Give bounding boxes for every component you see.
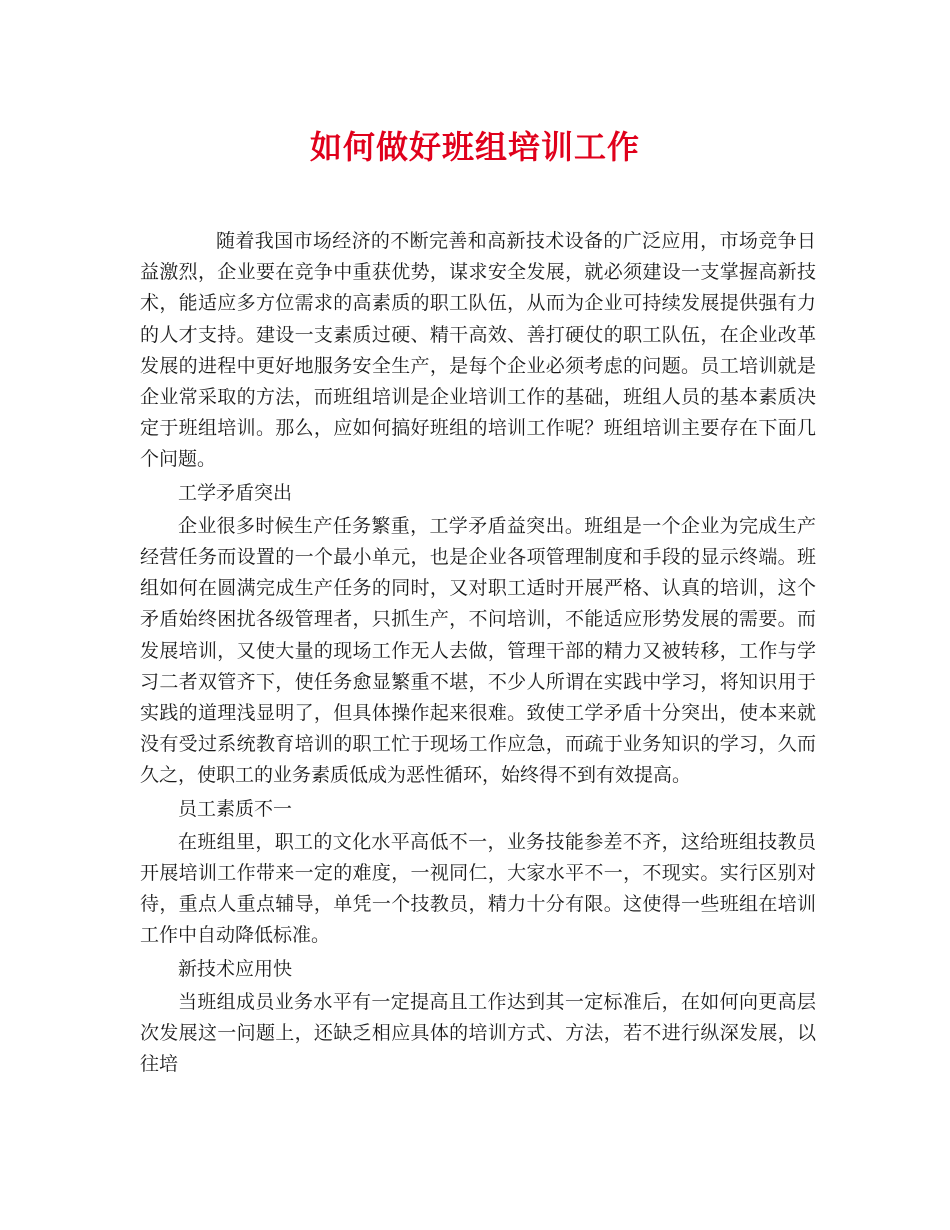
paragraph-new-technology: 当班组成员业务水平有一定提高且工作达到其一定标准后，在如何向更高层次发展这一问题上，还缺乏相应具体的培训方式、方法，若不进行纵深发展，以往培 <box>140 990 816 1076</box>
section-heading-staff-quality: 员工素质不一 <box>178 797 293 820</box>
section-heading-new-technology: 新技术应用快 <box>178 957 293 980</box>
document-body <box>140 226 816 1082</box>
paragraph-work-study-conflict: 企业很多时候生产任务繁重，工学矛盾益突出。班组是一个企业为完成生产经营任务而设置的一个最小单元，也是企业各项管理制度和手段的显示终端。班组如何在圆满完成生产任务的同时，又对职工适时开展严格、认真的培训，这个矛盾始终困扰各级管理者，只抓生产，不问培训，不能适应形势发展的需要。而发展培训，又使大量的现场工作无人去做，管理干部的精力又被转移，工作与学习二者双管齐下，使任务愈显繁重不堪，不少人所谓在实践中学习，将知识用于实践的道理浅显明了，但具体操作起来很难。致使工学矛盾十分突出，使本来就没有受过系统教育培训的职工忙于现场工作应急，而疏于业务知识的学习，久而久之，使职工的业务素质低成为恶性循环，始终得不到有效提高。 <box>140 514 816 787</box>
intro-paragraph: 随着我国市场经济的不断完善和高新技术设备的广泛应用，市场竞争日益激烈，企业要在竞争中重获优势，谋求安全发展，就必须建设一支掌握高新技术，能适应多方位需求的高素质的职工队伍，从而为企业可持续发展提供强有力的人才支持。建设一支素质过硬、精干高效、善打硬仗的职工队伍，在企业改革发展的进程中更好地服务安全生产，是每个企业必须考虑的问题。员工培训就是企业常采取的方法，而班组培训是企业培训工作的基础，班组人员的基本素质决定于班组培训。那么，应如何搞好班组的培训工作呢？班组培训主要存在下面几个问题。 <box>140 230 816 471</box>
document-title: 如何做好班组培训工作 <box>309 128 640 166</box>
paragraph-staff-quality: 在班组里，职工的文化水平高低不一，业务技能参差不齐，这给班组技教员开展培训工作带来一定的难度，一视同仁，大家水平不一，不现实。实行区别对待，重点人重点辅导，单凭一个技教员，精力十分有限。这使得一些班组在培训工作中自动降低标准。 <box>140 830 816 947</box>
section-heading-work-study-conflict: 工学矛盾突出 <box>178 481 293 504</box>
